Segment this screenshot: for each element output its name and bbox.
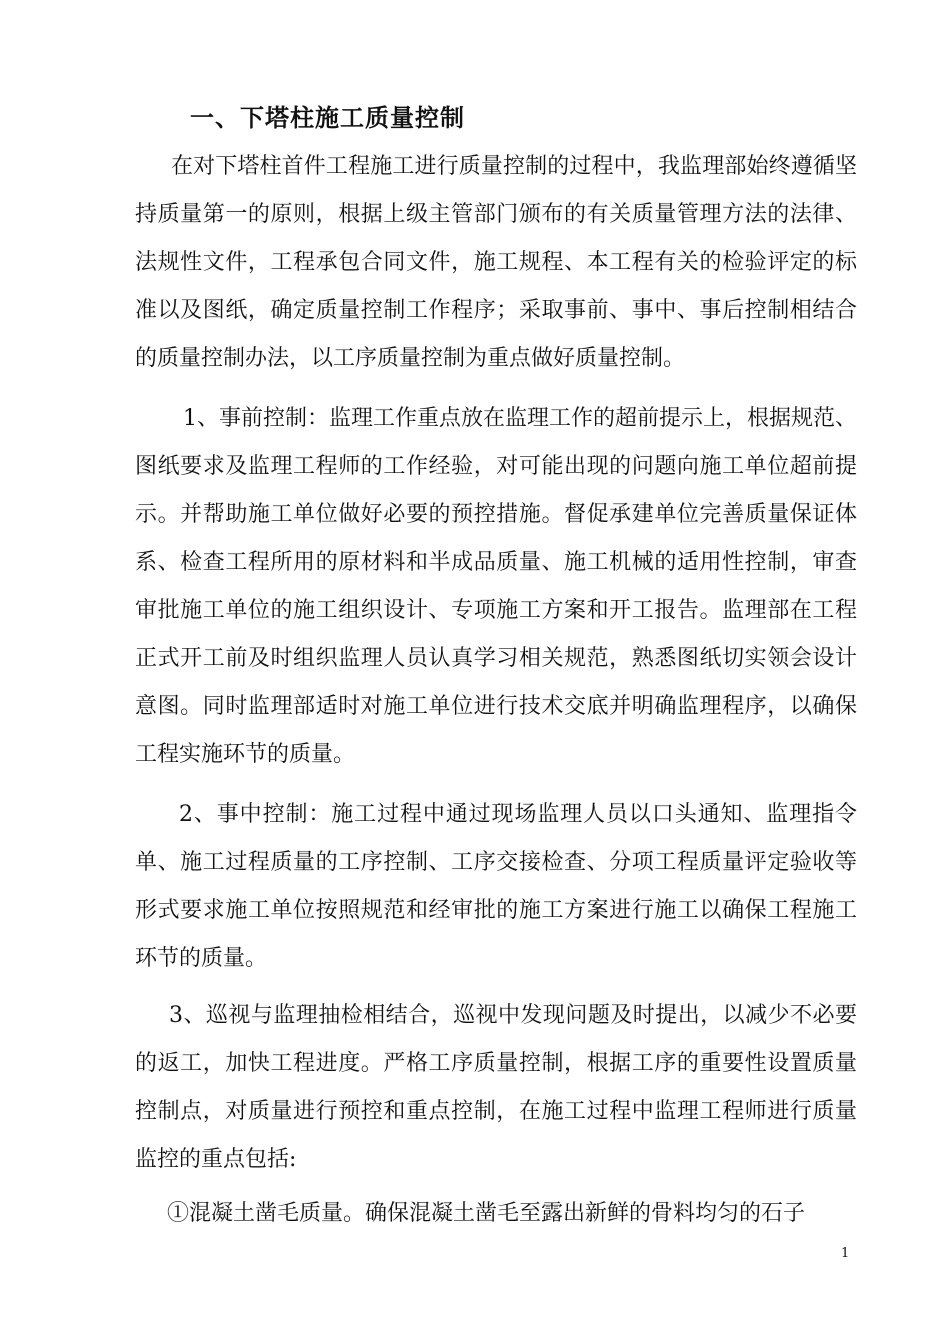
paragraph-concrete-item: ①混凝土凿毛质量。确保混凝土凿毛至露出新鲜的骨料均匀的石子 <box>167 1201 806 1226</box>
paragraph-inspection: 3、巡视与监理抽检相结合，巡视中发现问题及时提出，以减少不必要的返工，加快工程进度。严格工序质量控制，根据工序的重要性设置质量控制点，对质量进行预控和重点控制，在施工过程中监理工程师进行质量监控的重点包括: <box>135 1003 857 1172</box>
paragraph-intro: 在对下塔柱首件工程施工进行质量控制的过程中，我监理部始终遵循坚持质量第一的原则，根据上级主管部门颁布的有关质量管理方法的法律、法规性文件，工程承包合同文件，施工规程、本工程有关的检验评定的标准以及图纸，确定质量控制工作程序；采取事前、事中、事后控制相结合的质量控制办法，以工序质量控制为重点做好质量控制。 <box>135 154 857 371</box>
section-heading: 一、下塔柱施工质量控制 <box>190 103 465 132</box>
paragraph-pre-control: 1、事前控制：监理工作重点放在监理工作的超前提示上，根据规范、图纸要求及监理工程师的工作经验，对可能出现的问题向施工单位超前提示。并帮助施工单位做好必要的预控措施。督促承建单位完善质量保证体系、检查工程所用的原材料和半成品质量、施工机械的适用性控制，审查审批施工单位的施工组织设计、专项施工方案和开工报告。监理部在工程正式开工前及时组织监理人员认真学习相关规范，熟悉图纸切实领会设计意图。同时监理部适时对施工单位进行技术交底并明确监理程序，以确保工程实施环节的质量。 <box>135 406 857 767</box>
paragraph-in-process-control: 2、事中控制：施工过程中通过现场监理人员以口头通知、监理指令单、施工过程质量的工序控制、工序交接检查、分项工程质量评定验收等形式要求施工单位按照规范和经审批的施工方案进行施工以确保工程施工环节的质量。 <box>135 802 857 971</box>
page-number: 1 <box>841 1246 850 1261</box>
